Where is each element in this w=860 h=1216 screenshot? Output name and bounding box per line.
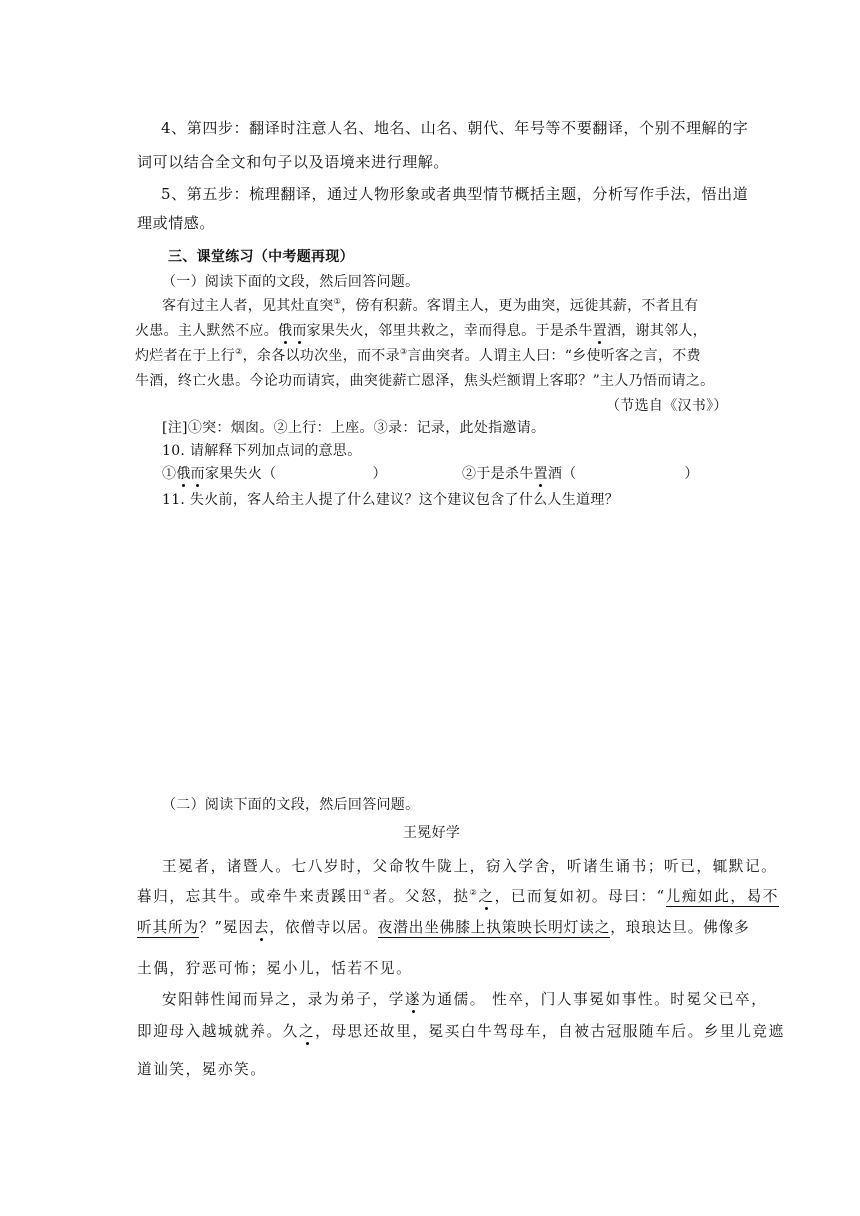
footnote-mark: ① [363, 888, 373, 897]
dotted-word: 之 [298, 1023, 316, 1040]
text: ，已而复如初。母曰：“ [494, 888, 666, 905]
part1-intro: （一）阅读下面的文段，然后回答问题。 [162, 274, 420, 290]
footnote-mark: ① [333, 297, 342, 306]
passage2-line [137, 921, 750, 936]
passage1-line: 牛酒，终亡火患。今论功而请宾，曲突徙薪亡恩泽，焦头烂额谓上客耶？”主人乃悟而请之。 [135, 373, 715, 389]
question-10-item-a [162, 467, 387, 481]
text: ，母思还故里，冕买白牛驾母车，自被古冠服随车后。乡里儿竞遮 [315, 1023, 785, 1040]
passage2-title: 王冕好学 [403, 825, 461, 841]
text: 为通儒。 性卒，门人事冕如事性。时冕父已卒， [421, 991, 768, 1008]
step5-line1: 5、第五步：梳理翻译，通过人物形象或者典型情节概括主题，分析写作手法，悟出道 [161, 185, 749, 203]
dotted-word: 俄 [176, 466, 191, 482]
dotted-word: 置 [533, 466, 548, 482]
passage2-line: 土偶，狞恶可怖；冕小儿，恬若不见。 [137, 960, 413, 977]
dotted-word: 置 [592, 323, 607, 339]
dotted-word: 而 [292, 323, 307, 339]
passage2-line [162, 993, 767, 1008]
text: 言曲突者。人谓主人曰：“乡使听客之言，不费 [407, 348, 701, 364]
step4-line2: 词可以结合全文和句子以及语境来进行理解。 [137, 153, 450, 171]
underlined-sentence: 儿痴如此，曷不 [665, 888, 780, 905]
text: ） [684, 466, 699, 482]
text: ，傍有积薪。客谓主人，更为曲突，远徙其薪，不者且有 [341, 298, 699, 314]
text: 客有过主人者，见其灶直突 [162, 298, 334, 314]
step5-line2: 理或情感。 [137, 214, 216, 232]
passage2-line: 王冕者，诸暨人。七八岁时，父命牧牛陇上，窃入学舍，听诸生诵书；听已，辄默记。 [162, 858, 778, 875]
text: ，琅琅达旦。佛像多 [610, 919, 750, 936]
passage1-line [162, 299, 699, 313]
text: 安阳韩性闻而异之，录为弟子，学 [162, 991, 405, 1008]
passage2-line: 道讪笑，冕亦笑。 [137, 1061, 267, 1078]
text: ，依僧寺以居。 [269, 919, 378, 936]
text: ，余各以功次坐，而不录 [242, 348, 400, 364]
text: 酒（ [547, 466, 577, 482]
text: 火患。主人默然不应。 [135, 323, 278, 339]
part2-intro: （二）阅读下面的文段，然后回答问题。 [162, 797, 420, 813]
dotted-word: 俄 [278, 323, 293, 339]
dotted-word: 之 [478, 888, 495, 905]
dotted-word: 而 [190, 466, 205, 482]
answer-area[interactable] [135, 520, 735, 790]
text: ？”冕因 [198, 919, 254, 936]
text: ① [162, 466, 177, 482]
underlined-sentence: 听其所为 [137, 919, 199, 936]
text: 家果失火（ [204, 466, 277, 482]
passage1-source: （节选自《汉书》） [606, 398, 728, 414]
text: 家果失火，邻里共救之，幸而得息。于是杀牛 [306, 323, 593, 339]
step4-line1: 4、第四步：翻译时注意人名、地名、山名、朝代、年号等不要翻译，个别不理解的字 [161, 119, 749, 137]
passage1-line [135, 324, 707, 338]
question-10: 10. 请解释下列加点词的意思。 [162, 443, 362, 459]
footnote-mark: ② [235, 347, 243, 356]
passage1-line [135, 349, 701, 363]
text: 暮归，忘其牛。或牵牛来责蹊田 [137, 888, 364, 905]
text: 者。父怒，挞 [372, 888, 470, 905]
text: 即迎母入越城就养。久 [137, 1023, 299, 1040]
footnote-mark: ③ [399, 347, 408, 356]
notes: [注]①突：烟囱。②上行：上座。③录：记录，此处指邀请。 [162, 420, 546, 436]
footnote-mark: ② [469, 888, 479, 897]
text: 灼烂者在于上行 [135, 348, 236, 364]
question-11: 11. 失火前，客人给主人提了什么建议？这个建议包含了什么人生道理？ [162, 492, 619, 508]
question-10-item-b [462, 467, 699, 481]
text: ②于是杀牛 [462, 466, 534, 482]
text: 酒，谢其邻人， [606, 323, 708, 339]
underlined-sentence: 夜潜出坐佛膝上执策映长明灯读之 [377, 919, 611, 936]
text: ） [372, 466, 387, 482]
dotted-word: 去 [253, 919, 270, 936]
passage2-line [137, 890, 779, 905]
section-heading: 三、课堂练习（中考题再现） [168, 249, 354, 265]
dotted-word: 遂 [404, 991, 422, 1008]
passage2-line [137, 1025, 785, 1040]
